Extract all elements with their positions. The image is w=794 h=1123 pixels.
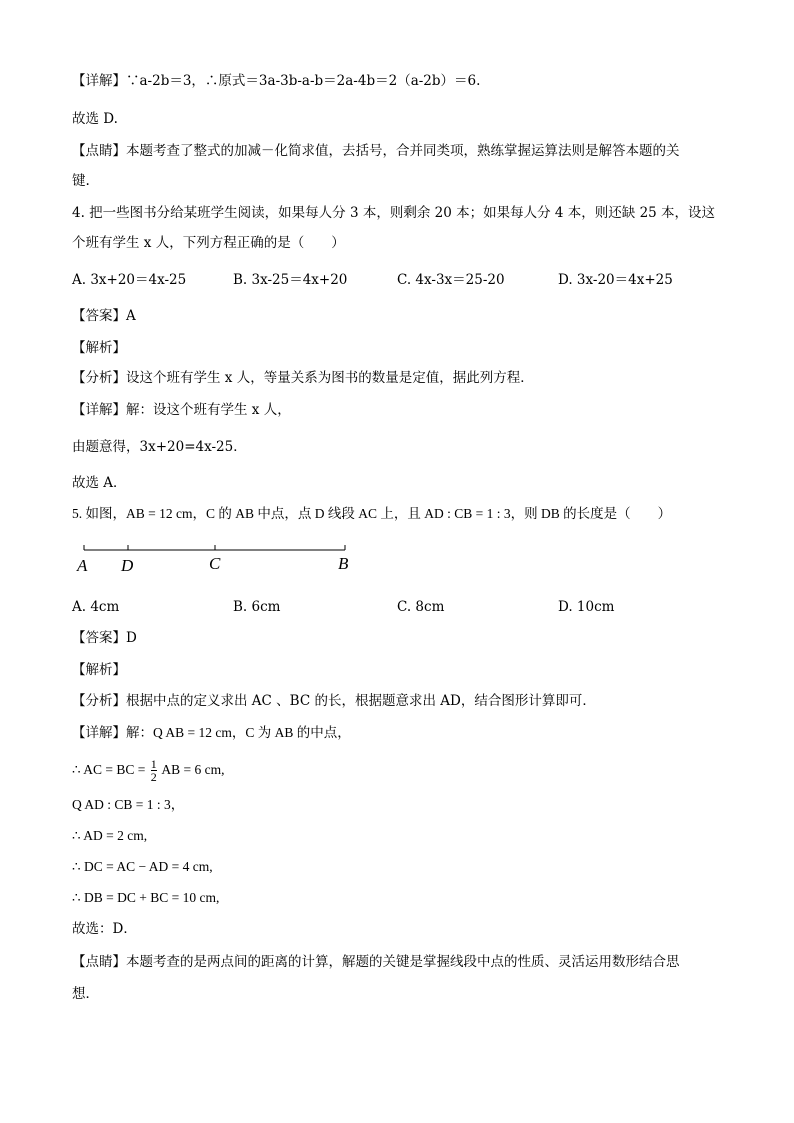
detail-q5-line3: Q AD : CB = 1 : 3，: [72, 797, 185, 812]
fraction-numerator: 1: [150, 757, 157, 772]
analysis-q5: 【分析】根据中点的定义求出 AC 、BC 的长，根据题意求出 AD，结合图形计算即可．: [72, 693, 596, 709]
option-d: D. 10cm: [558, 599, 615, 615]
comment-q3-line1: 【点睛】本题考查了整式的加减－化简求值，去括号，合并同类项，熟练掌握运算法则是解答本题的关: [72, 143, 680, 159]
label-b: B: [338, 554, 349, 573]
comment-q5-line1: 【点睛】本题考查的是两点间的距离的计算，解题的关键是掌握线段中点的性质、灵活运用数形结合思: [72, 954, 680, 970]
fraction-denominator: 2: [150, 770, 157, 785]
solution-detail-q3: 【详解】∵a-2b＝3，∴原式＝3a-3b-a-b＝2a-4b＝2（a-2b）＝6.: [72, 73, 481, 89]
option-c: C. 8cm: [397, 599, 445, 615]
label-d: D: [121, 556, 134, 575]
label-a: A: [77, 556, 88, 575]
question-4-line1: 4. 把一些图书分给某班学生阅读，如果每人分 3 本，则剩余 20 本；如果每人分 4 本，则还缺 25 本，设这: [72, 205, 716, 221]
question-5: 5. 如图，AB = 12 cm，C 的 AB 中点，点 D 线段 AC 上，且 AD : CB = 1 : 3，则 DB 的长度是（ ）: [72, 506, 672, 521]
equation-right: AB = 6 cm,: [161, 762, 225, 777]
detail-q5-line4: ∴ AD = 2 cm,: [72, 828, 148, 843]
analysis-heading-q5: 【解析】: [72, 662, 126, 678]
analysis-q4: 【分析】设这个班有学生 x 人，等量关系为图书的数量是定值，据此列方程．: [72, 370, 534, 386]
answer-choice-q4: 故选 A．: [72, 475, 127, 491]
comment-q5-line2: 想．: [72, 986, 99, 1002]
detail-q5-line2: [72, 757, 224, 783]
answer-choice-q5: 故选：D．: [72, 921, 137, 937]
comment-q3-line2: 键.: [72, 173, 90, 189]
equation-left: ∴ AC = BC =: [72, 762, 146, 777]
detail-q5-line1: 【详解】解：Q AB = 12 cm，C 为 AB 的中点，: [72, 725, 351, 740]
fraction-one-half: [151, 758, 157, 783]
option-b: B. 3x-25＝4x+20: [233, 272, 348, 288]
detail-q4-line1: 【详解】解：设这个班有学生 x 人，: [72, 402, 291, 418]
option-a: A. 4cm: [72, 599, 120, 615]
option-d: D. 3x-20＝4x+25: [558, 272, 673, 288]
answer-choice-q3: 故选 D.: [72, 111, 118, 127]
question-4-line2: 个班有学生 x 人，下列方程正确的是（ ）: [72, 235, 345, 251]
answer-q4: 【答案】A: [72, 308, 136, 324]
detail-q5-line5: ∴ DC = AC − AD = 4 cm,: [72, 859, 213, 874]
label-c: C: [209, 554, 221, 573]
analysis-heading-q4: 【解析】: [72, 340, 126, 356]
detail-q5-line6: ∴ DB = DC + BC = 10 cm,: [72, 890, 220, 905]
option-c: C. 4x-3x＝25-20: [397, 272, 505, 288]
segment-figure: [72, 536, 362, 578]
detail-q4-line2: 由题意得，3x+20=4x-25．: [72, 439, 247, 455]
answer-q5: 【答案】D: [72, 630, 137, 646]
option-b: B. 6cm: [233, 599, 281, 615]
option-a: A. 3x+20＝4x-25: [72, 272, 187, 288]
